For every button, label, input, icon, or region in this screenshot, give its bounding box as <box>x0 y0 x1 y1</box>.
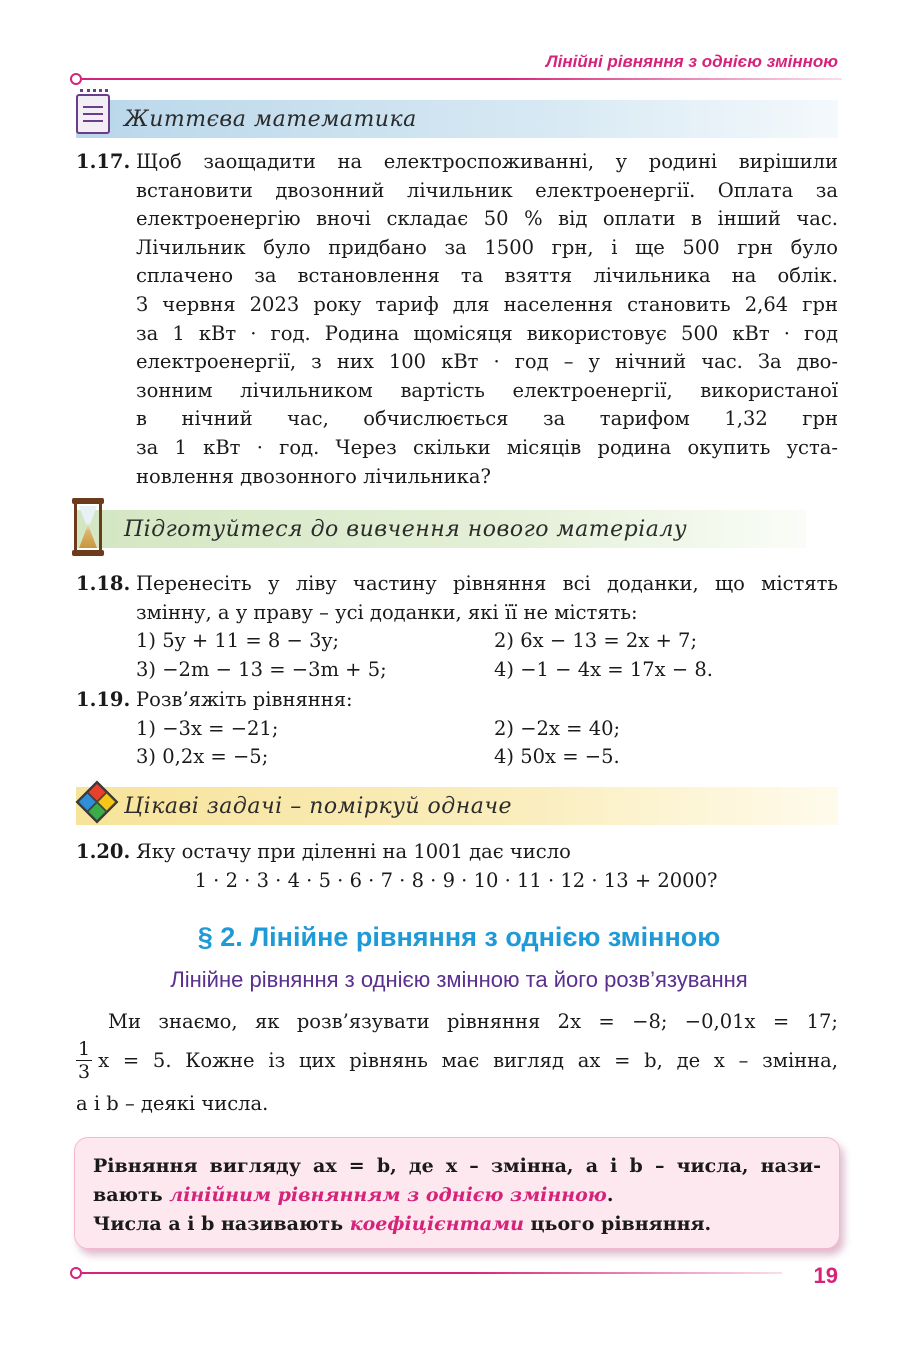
fraction-one-third <box>76 1038 92 1083</box>
text-line: встановити двозонний лічильник електроенергії. Оплата за <box>136 178 838 202</box>
definition-box <box>74 1137 840 1249</box>
text-line: електроенергію вночі складає 50 % від оплати в інший час. <box>136 207 838 231</box>
problem-1-20 <box>76 838 838 895</box>
header-rule-dot <box>70 73 82 85</box>
running-title: Лінійні рівняння з однією змінною <box>545 52 838 71</box>
problem-text <box>136 148 838 491</box>
fraction-numerator: 1 <box>78 1038 91 1060</box>
problem-1-18 <box>76 570 838 684</box>
footer-rule-dot <box>70 1267 82 1279</box>
header-rule <box>82 78 842 80</box>
equation-item: 4) −1 − 4x = 17x − 8. <box>494 657 713 681</box>
section-heading: § 2. Лінійне рівняння з однією змінною <box>197 922 721 952</box>
definition-fragment: вають <box>93 1184 170 1206</box>
definition-fragment: . <box>606 1184 614 1206</box>
defined-term: коефіцієнтами <box>349 1213 524 1235</box>
defined-term: лінійним рівнянням з однією змінною <box>169 1184 607 1206</box>
banner-prepare <box>76 510 806 548</box>
text-line: змінну, а у праву – усі доданки, які її не містять: <box>136 600 638 624</box>
equation-list <box>136 627 838 684</box>
definition-line: Рівняння вигляду ax = b, де x – змінна, a і b – числа, нази- <box>93 1155 821 1177</box>
problem-1-17 <box>76 148 838 491</box>
problem-number: 1.18. <box>76 572 131 595</box>
footer-rule <box>82 1272 782 1274</box>
banner-life-math-text: Життєва математика <box>124 106 417 132</box>
definition-line <box>93 1181 821 1210</box>
equation-item: 3) 0,2x = −5; <box>136 745 269 769</box>
page-number: 19 <box>813 1263 838 1288</box>
equation-item: 1) 5y + 11 = 8 − 3y; <box>136 629 340 653</box>
text-line: зонним лічильником вартість електроенергії, використаної <box>136 378 838 402</box>
text-line: З червня 2023 року тариф для населення становить 2,64 грн <box>136 292 838 316</box>
definition-line <box>93 1210 821 1239</box>
equation-item: 2) 6x − 13 = 2x + 7; <box>494 629 698 653</box>
problem-number: 1.20. <box>76 840 131 863</box>
product-expression: 1 · 2 · 3 · 4 · 5 · 6 · 7 · 8 · 9 · 10 · 11 · 12 · 13 + 2000? <box>194 868 718 892</box>
section-subheading: Лінійне рівняння з однією змінною та його розв’язування <box>170 967 748 992</box>
text-line: Щоб заощадити на електроспоживанні, у родині вирішили <box>136 150 838 173</box>
fraction-denominator: 3 <box>78 1061 91 1083</box>
definition-text <box>93 1152 821 1239</box>
banner-prepare-text: Підготуйтеся до вивчення нового матеріалу <box>124 516 688 542</box>
hourglass-icon <box>72 498 104 556</box>
definition-fragment: Числа a і b називають <box>93 1213 350 1235</box>
equation-item: 1) −3x = −21; <box>136 716 279 740</box>
equation-item: 4) 50x = −5. <box>494 745 620 769</box>
problem-text <box>136 838 838 895</box>
text-line: новлення двозонного лічильника? <box>136 464 491 488</box>
notepad-icon <box>76 94 110 134</box>
problem-1-19 <box>76 686 838 772</box>
text-line: Лічильник було придбано за 1500 грн, і ще 500 грн було <box>136 235 838 259</box>
text-line: Яку остачу при діленні на 1001 дає число <box>136 840 571 863</box>
problem-text <box>136 570 838 684</box>
text-line: за 1 кВт · год. Родина щомісяця використовує 500 кВт · год <box>136 321 838 345</box>
problem-number: 1.17. <box>76 150 131 173</box>
equation-list <box>136 715 838 772</box>
equation-item: 3) −2m − 13 = −3m + 5; <box>136 657 387 681</box>
intro-line <box>76 1038 838 1083</box>
text-line: Перенесіть у ліву частину рівняння всі доданки, що містять <box>136 572 838 595</box>
text-line: в нічний час, обчислюється за тарифом 1,32 грн <box>136 407 838 431</box>
definition-fragment: цього рівняння. <box>523 1213 712 1235</box>
banner-life-math <box>76 100 838 138</box>
text-line: електроенергії, з них 100 кВт · год – у нічний час. За дво- <box>136 350 838 374</box>
intro-line-rest: x = 5. Кожне із цих рівнянь має вигляд ax = b, де x – змінна, <box>98 1049 838 1072</box>
text-line: сплачено за встановлення та взяття лічильника на облік. <box>136 264 838 288</box>
intro-line: a і b – деякі числа. <box>76 1092 269 1115</box>
problem-number: 1.19. <box>76 688 131 711</box>
text-line: за 1 кВт · год. Через скільки місяців родина окупить уста- <box>136 435 838 459</box>
text-line: Розв’яжіть рівняння: <box>136 688 353 711</box>
banner-interesting-text: Цікаві задачі – поміркуй одначе <box>124 793 513 819</box>
problem-text <box>136 686 838 772</box>
equation-item: 2) −2x = 40; <box>494 716 621 740</box>
banner-interesting <box>76 787 838 825</box>
intro-line: Ми знаємо, як розв’язувати рівняння 2x = −8; −0,01x = 17; <box>108 1010 838 1033</box>
